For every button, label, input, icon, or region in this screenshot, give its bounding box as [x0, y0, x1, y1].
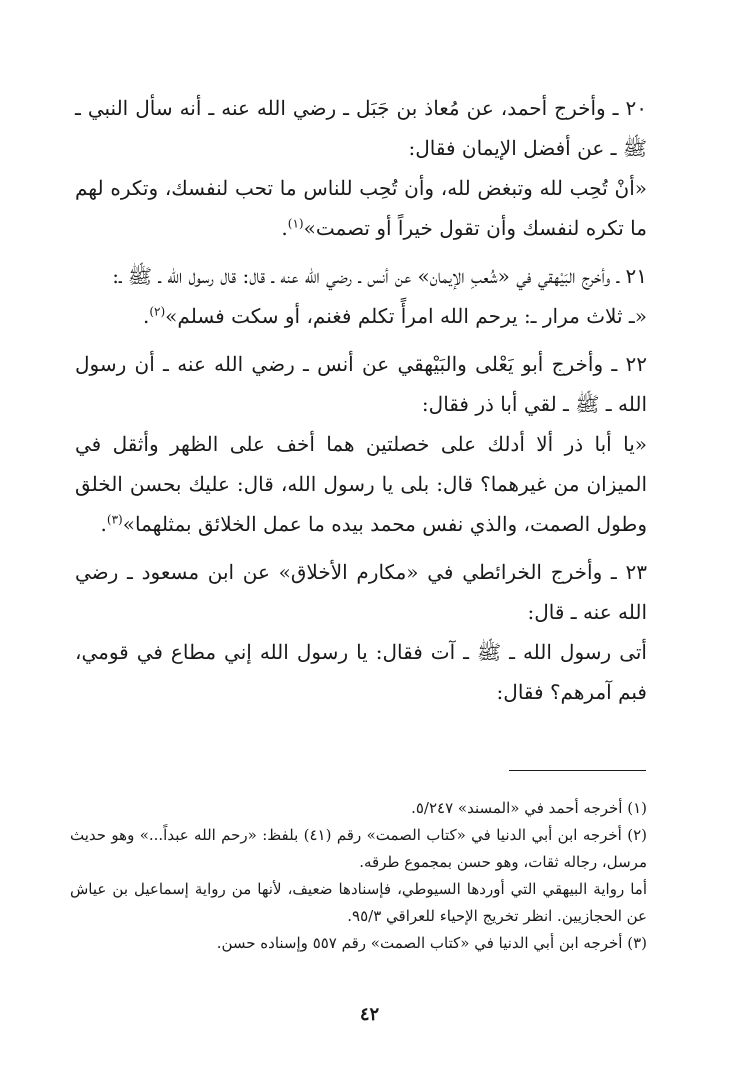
footnote-marker: (٣): [106, 512, 123, 527]
paragraph-text: «أنْ تُحِب لله وتبغض لله، وأن تُحِب للناس ما تحب لنفسك، وتكره لهم ما تكره لنفسك وأن تقول خيراً أو تصمت»: [75, 176, 647, 240]
footnotes: [70, 795, 647, 957]
paragraph-text: ٢١ ـ وأخرج البَيْهقي في «شُعبِ الإيمان» عن أنس ـ رضي الله عنه ـ قال: قال رسول الله ـ ﷺ ـ:: [112, 264, 647, 288]
footnote-1: (١) أخرجه أحمد في «المسند» ٥/٢٤٧.: [411, 799, 647, 817]
footnote-3: (٣) أخرجه ابن أبي الدنيا في «كتاب الصمت» رقم ٥٥٧ وإسناده حسن.: [216, 934, 647, 952]
paragraph-text: «يا أبا ذر ألا أدلك على خصلتين هما أخف على الظهر وأثقل في الميزان من غيرهما؟ قال: بلى يا رسول الله، قال: عليك بحسن الخلق وطول الصمت، والذي نفس محمد بيده ما عمل الخلائق بمثلهما»: [75, 432, 647, 536]
footnote-marker: (١): [287, 216, 304, 231]
hadith-23-intro: [75, 552, 647, 632]
paragraph-text: أتى رسول الله ـ ﷺ ـ آت فقال: يا رسول الله إني مطاع في قومي، فبم آمرهم؟ فقال:: [75, 640, 647, 704]
paragraph-end: .: [142, 304, 150, 328]
paragraph-text: ٢٢ ـ وأخرج أبو يَعْلى والبَيْهقي عن أنس ـ رضي الله عنه ـ أن رسول الله ـ ﷺ ـ لقي أبا ذر فقال:: [75, 352, 647, 416]
page-number: ٤٢: [359, 1004, 380, 1025]
hadith-20-quote: [75, 168, 647, 248]
hadith-20-intro: [75, 88, 647, 168]
main-text: [75, 88, 647, 712]
hadith-21-intro: [75, 256, 647, 296]
paragraph-end: .: [281, 216, 288, 240]
paragraph-text: ٢٣ ـ وأخرج الخرائطي في «مكارم الأخلاق» عن ابن مسعود ـ رضي الله عنه ـ قال:: [75, 560, 647, 624]
footnote-2-continued: أما رواية البيهقي التي أوردها السيوطي، فإسنادها ضعيف، لأنها من رواية إسماعيل بن عياش عن الحجازيين. انظر تخريج الإحياء للعراقي ٩٥/٣.: [70, 880, 647, 925]
hadith-23-quote: [75, 632, 647, 712]
footnote-marker: (٢): [149, 304, 166, 319]
paragraph-end: .: [100, 512, 107, 536]
paragraph-text: ٢٠ ـ وأخرج أحمد، عن مُعاذ بن جَبَل ـ رضي الله عنه ـ أنه سأل النبي ـ ﷺ ـ عن أفضل الإيمان فقال:: [75, 96, 647, 160]
hadith-22-quote: [75, 424, 647, 544]
hadith-22-intro: [75, 344, 647, 424]
footnote-2: (٢) أخرجه ابن أبي الدنيا في «كتاب الصمت» رقم (٤١) بلفظ: «رحم الله عبداً...» وهو حديث مرسل، رجاله ثقات، وهو حسن بمجموع طرقه.: [70, 826, 647, 871]
paragraph-text: «ـ ثلاث مرار ـ: يرحم الله امرأً تكلم فغنم، أو سكت فسلم»: [165, 304, 647, 328]
hadith-21-quote: [75, 296, 647, 336]
footnote-separator: [509, 770, 646, 771]
